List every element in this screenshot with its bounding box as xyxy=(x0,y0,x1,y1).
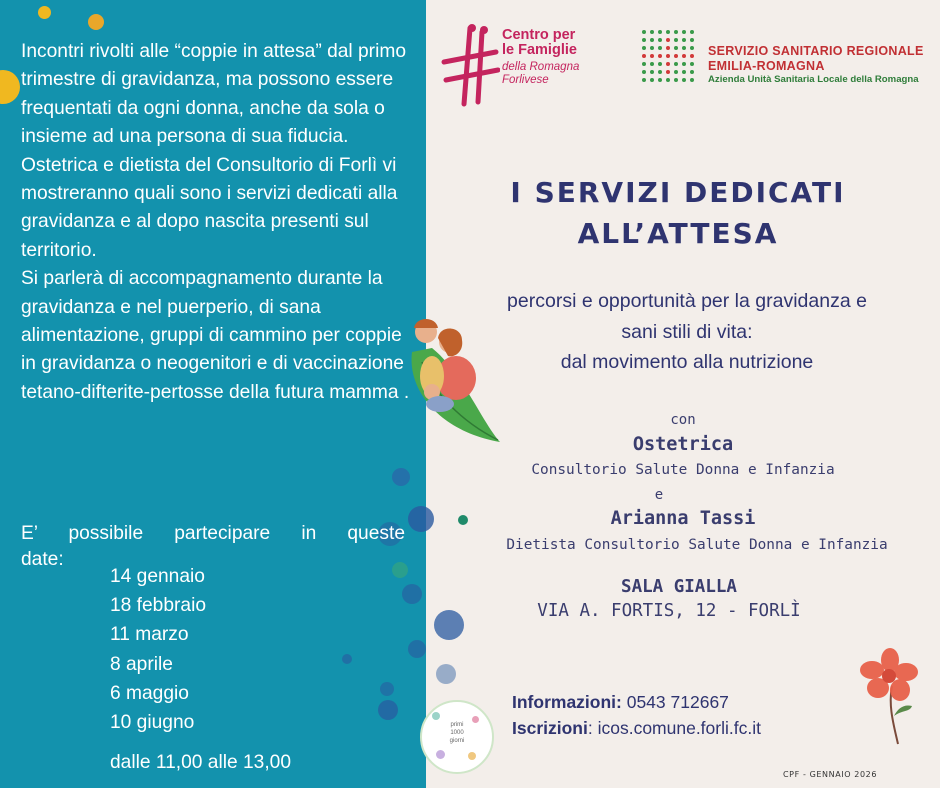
ssr-logo xyxy=(640,28,930,98)
centro-famiglie-logo xyxy=(440,22,610,108)
registration-line xyxy=(512,718,761,739)
flower-icon xyxy=(858,646,922,746)
speaker1-name: Ostetrica xyxy=(632,434,734,455)
decorative-dot xyxy=(436,664,456,684)
date-item: 6 maggio xyxy=(110,682,189,704)
decorative-dot xyxy=(342,654,352,664)
footer-text: CPF - GENNAIO 2026 xyxy=(783,770,878,779)
registration-link[interactable]: : icos.comune.forli.fc.it xyxy=(587,718,761,738)
subtitle-line-2: sani stili di vita: xyxy=(621,320,753,343)
description-paragraph-3: Si parlerà di accompagnamento durante la gravidanza e nel puerperio, di sana alimentazione, gruppi di cammino per coppie in gravidanza o neogenitori e di vaccinazione tetano-difterite-pertosse della futura mamma . xyxy=(21,268,410,403)
ssr-dot-grid-icon xyxy=(640,28,700,88)
with-text: con xyxy=(670,412,696,428)
venue-name: SALA GIALLA xyxy=(621,577,737,597)
title-line-2: ALL’ATTESA xyxy=(577,217,779,250)
badge-line1: primi xyxy=(450,722,464,728)
speaker2-name: Arianna Tassi xyxy=(610,508,756,529)
decorative-dot xyxy=(380,682,394,696)
decorative-dot xyxy=(88,14,104,30)
subtitle-line-3: dal movimento alla nutrizione xyxy=(560,351,814,373)
description-paragraph-2: Ostetrica e dietista del Consultorio di Forlì vi mostreranno quali sono i servizi dedicati alla gravidanza e al dopo nascita presenti sul territorio. xyxy=(21,154,398,261)
dates-list xyxy=(110,562,206,737)
ssr-logo-line2: EMILIA-ROMAGNA xyxy=(708,59,825,73)
ssr-logo-line1: SERVIZIO SANITARIO REGIONALE xyxy=(708,44,924,58)
date-item: 10 giugno xyxy=(110,712,195,734)
decorative-dot xyxy=(392,468,410,486)
centro-logo-line2: le Famiglie xyxy=(502,42,577,58)
centro-logo-line1: Centro per xyxy=(502,27,576,43)
date-item: 14 gennaio xyxy=(110,566,205,587)
description-text xyxy=(21,38,411,407)
centro-logo-line3: della Romagna xyxy=(502,61,580,73)
hours-text: dalle 11,00 alle 13,00 xyxy=(110,752,292,773)
info-label: Informazioni: xyxy=(512,692,622,712)
info-phone: 0543 712667 xyxy=(621,692,729,712)
decorative-dot xyxy=(392,562,408,578)
registration-label: Iscrizioni xyxy=(512,718,588,738)
speaker1-role: Consultorio Salute Donna e Infanzia xyxy=(531,462,835,478)
dates-intro: E’ possibile partecipare in queste xyxy=(21,523,405,544)
badge-line3: giorni xyxy=(449,738,465,744)
subtitle xyxy=(430,286,940,378)
subtitle-line-1: percorsi e opportunità per la gravidanza e xyxy=(507,290,867,312)
info-line xyxy=(512,692,729,713)
centro-famiglie-mark-icon xyxy=(440,22,500,108)
dates-intro-end: date: xyxy=(21,549,64,570)
badge-line2: 1000 xyxy=(450,730,464,736)
date-item: 8 aprile xyxy=(110,653,173,675)
date-item: 18 febbraio xyxy=(110,595,207,617)
decorative-dot xyxy=(38,6,51,19)
title-line-1: I SERVIZI DEDICATI xyxy=(510,176,846,209)
ssr-logo-line3: Azienda Unità Sanitaria Locale della Romagna xyxy=(708,74,919,85)
description-paragraph-1: Incontri rivolti alle “coppie in attesa” dal primo trimestre di gravidanza, ma possono essere frequentati da ogni donna, anche da sola o insieme ad una persona di sua fiducia. xyxy=(21,41,406,148)
speaker2-role: Dietista Consultorio Salute Donna e Infanzia xyxy=(506,537,888,553)
page-title xyxy=(436,172,920,254)
decorative-dot xyxy=(378,700,398,720)
centro-logo-line4: Forlivese xyxy=(502,74,549,86)
decorative-dot xyxy=(408,640,426,658)
primi-1000-giorni-badge xyxy=(420,700,494,774)
and-text: e xyxy=(654,487,664,503)
venue-address: VIA A. FORTIS, 12 - FORLÌ xyxy=(537,601,801,621)
date-item: 11 marzo xyxy=(110,624,189,646)
